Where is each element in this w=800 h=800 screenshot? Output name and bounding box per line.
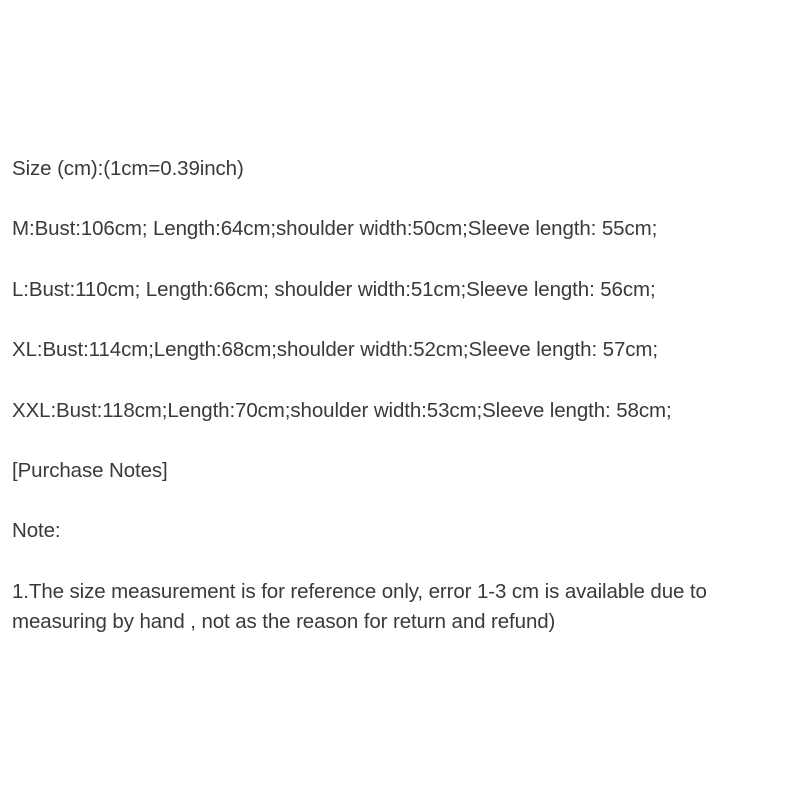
size-row-xl: XL:Bust:114cm;Length:68cm;shoulder width:52cm;Sleeve length: 57cm; bbox=[12, 338, 658, 361]
note-item-1-line-1: 1.The size measurement is for reference only, error 1-3 cm is available due to bbox=[12, 580, 707, 603]
size-row-l: L:Bust:110cm; Length:66cm; shoulder width:51cm;Sleeve length: 56cm; bbox=[12, 278, 656, 301]
purchase-notes-heading: [Purchase Notes] bbox=[12, 459, 168, 482]
note-item-1 bbox=[12, 577, 798, 637]
note-label: Note: bbox=[12, 519, 61, 542]
note-item-1-line-2: measuring by hand , not as the reason for return and refund) bbox=[12, 610, 556, 633]
size-header: Size (cm):(1cm=0.39inch) bbox=[12, 157, 244, 180]
size-row-m: M:Bust:106cm; Length:64cm;shoulder width:50cm;Sleeve length: 55cm; bbox=[12, 217, 658, 240]
size-row-xxl: XXL:Bust:118cm;Length:70cm;shoulder width:53cm;Sleeve length: 58cm; bbox=[12, 399, 672, 422]
